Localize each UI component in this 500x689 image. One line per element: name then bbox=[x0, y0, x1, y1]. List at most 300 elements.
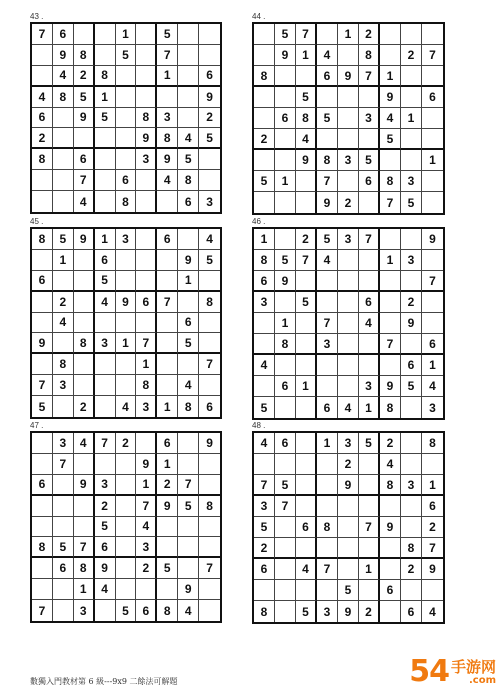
sudoku-cell: 1 bbox=[296, 376, 317, 397]
sudoku-cell bbox=[338, 292, 359, 313]
sudoku-cell: 8 bbox=[380, 397, 401, 418]
sudoku-cell bbox=[317, 271, 338, 292]
sudoku-cell: 4 bbox=[380, 454, 401, 475]
sudoku-cell bbox=[317, 475, 338, 496]
sudoku-cell bbox=[53, 579, 74, 600]
sudoku-cell: 2 bbox=[95, 496, 116, 517]
sudoku-cell: 7 bbox=[359, 66, 380, 87]
sudoku-cell bbox=[401, 454, 422, 475]
sudoku-cell: 6 bbox=[422, 87, 443, 108]
sudoku-cell: 9 bbox=[199, 87, 220, 108]
sudoku-cell: 8 bbox=[74, 333, 95, 354]
sudoku-cell bbox=[380, 538, 401, 559]
sudoku-cell: 7 bbox=[275, 496, 296, 517]
sudoku-cell: 9 bbox=[136, 454, 157, 475]
sudoku-cell bbox=[401, 229, 422, 250]
sudoku-cell: 5 bbox=[296, 601, 317, 622]
sudoku-cell: 5 bbox=[275, 24, 296, 45]
sudoku-cell bbox=[53, 333, 74, 354]
sudoku-cell bbox=[380, 601, 401, 622]
sudoku-cell bbox=[401, 496, 422, 517]
sudoku-cell bbox=[338, 538, 359, 559]
sudoku-cell: 7 bbox=[53, 454, 74, 475]
sudoku-cell: 3 bbox=[95, 475, 116, 496]
sudoku-cell bbox=[136, 250, 157, 271]
sudoku-cell: 8 bbox=[178, 396, 199, 417]
sudoku-cell bbox=[74, 250, 95, 271]
sudoku-cell bbox=[380, 24, 401, 45]
sudoku-cell bbox=[380, 559, 401, 580]
sudoku-cell: 1 bbox=[116, 333, 137, 354]
sudoku-cell: 7 bbox=[74, 537, 95, 558]
sudoku-cell: 5 bbox=[338, 580, 359, 601]
sudoku-cell bbox=[401, 24, 422, 45]
sudoku-cell: 6 bbox=[359, 292, 380, 313]
sudoku-cell: 3 bbox=[338, 229, 359, 250]
sudoku-cell: 7 bbox=[296, 24, 317, 45]
sudoku-cell bbox=[338, 517, 359, 538]
sudoku-cell bbox=[380, 45, 401, 66]
sudoku-cell bbox=[199, 579, 220, 600]
sudoku-cell: 4 bbox=[254, 355, 275, 376]
sudoku-cell bbox=[74, 354, 95, 375]
sudoku-cell bbox=[422, 171, 443, 192]
sudoku-cell bbox=[136, 191, 157, 212]
sudoku-cell: 2 bbox=[136, 558, 157, 579]
sudoku-cell: 7 bbox=[380, 334, 401, 355]
sudoku-cell: 4 bbox=[178, 128, 199, 149]
sudoku-cell: 6 bbox=[380, 580, 401, 601]
sudoku-cell: 3 bbox=[359, 108, 380, 129]
sudoku-cell bbox=[32, 292, 53, 313]
sudoku-cell bbox=[74, 128, 95, 149]
sudoku-cell bbox=[95, 128, 116, 149]
sudoku-cell: 8 bbox=[380, 171, 401, 192]
sudoku-cell: 5 bbox=[275, 250, 296, 271]
sudoku-cell bbox=[32, 496, 53, 517]
sudoku-cell bbox=[401, 150, 422, 171]
sudoku-cell bbox=[199, 475, 220, 496]
sudoku-cell bbox=[380, 271, 401, 292]
sudoku-cell bbox=[296, 397, 317, 418]
sudoku-cell: 8 bbox=[116, 191, 137, 212]
sudoku-cell bbox=[199, 45, 220, 66]
sudoku-cell bbox=[157, 354, 178, 375]
sudoku-cell bbox=[359, 580, 380, 601]
sudoku-grid bbox=[252, 227, 445, 420]
sudoku-cell: 5 bbox=[401, 376, 422, 397]
sudoku-cell bbox=[296, 271, 317, 292]
sudoku-cell: 3 bbox=[317, 334, 338, 355]
sudoku-cell bbox=[116, 108, 137, 129]
sudoku-cell: 2 bbox=[401, 45, 422, 66]
sudoku-cell bbox=[74, 271, 95, 292]
sudoku-cell: 6 bbox=[254, 559, 275, 580]
sudoku-cell: 8 bbox=[157, 128, 178, 149]
sudoku-cell: 4 bbox=[429, 604, 436, 619]
sudoku-cell: 9 bbox=[178, 579, 199, 600]
sudoku-cell bbox=[32, 579, 53, 600]
sudoku-cell: 8 bbox=[32, 537, 53, 558]
sudoku-cell bbox=[359, 538, 380, 559]
sudoku-cell bbox=[178, 45, 199, 66]
sudoku-cell bbox=[422, 313, 443, 334]
sudoku-cell bbox=[116, 517, 137, 538]
sudoku-cell bbox=[338, 376, 359, 397]
sudoku-cell: 6 bbox=[74, 149, 95, 170]
sudoku-cell: 1 bbox=[157, 66, 178, 87]
sudoku-cell bbox=[95, 313, 116, 334]
sudoku-cell: 5 bbox=[317, 229, 338, 250]
sudoku-cell bbox=[53, 600, 74, 621]
sudoku-cell: 1 bbox=[422, 475, 443, 496]
sudoku-cell bbox=[74, 375, 95, 396]
sudoku-cell bbox=[422, 192, 443, 213]
sudoku-cell bbox=[53, 517, 74, 538]
sudoku-cell: 5 bbox=[116, 600, 137, 621]
sudoku-cell: 1 bbox=[380, 250, 401, 271]
sudoku-cell bbox=[178, 24, 199, 45]
sudoku-cell bbox=[32, 191, 53, 212]
sudoku-cell: 4 bbox=[199, 229, 220, 250]
logo-mark: 手游网 bbox=[450, 658, 496, 676]
sudoku-cell: 8 bbox=[254, 601, 275, 622]
sudoku-cell: 5 bbox=[380, 129, 401, 150]
sudoku-cell: 5 bbox=[95, 517, 116, 538]
sudoku-cell: 8 bbox=[401, 538, 422, 559]
sudoku-cell: 7 bbox=[32, 24, 53, 45]
sudoku-cell: 1 bbox=[157, 454, 178, 475]
sudoku-cell bbox=[53, 108, 74, 129]
sudoku-cell: 1 bbox=[53, 250, 74, 271]
sudoku-cell: 6 bbox=[275, 108, 296, 129]
sudoku-cell bbox=[275, 150, 296, 171]
sudoku-cell bbox=[401, 334, 422, 355]
sudoku-cell: 8 bbox=[95, 66, 116, 87]
sudoku-cell: 3 bbox=[401, 171, 422, 192]
sudoku-cell: 3 bbox=[401, 475, 422, 496]
sudoku-cell bbox=[136, 66, 157, 87]
sudoku-cell: 9 bbox=[338, 475, 359, 496]
sudoku-cell: 6 bbox=[206, 399, 213, 414]
sudoku-cell: 4 bbox=[178, 600, 199, 621]
sudoku-cell bbox=[317, 538, 338, 559]
sudoku-cell: 3 bbox=[401, 250, 422, 271]
sudoku-cell: 3 bbox=[254, 496, 275, 517]
sudoku-cell bbox=[116, 579, 137, 600]
sudoku-cell bbox=[254, 454, 275, 475]
sudoku-cell bbox=[296, 580, 317, 601]
sudoku-cell bbox=[317, 129, 338, 150]
sudoku-cell: 1 bbox=[317, 433, 338, 454]
sudoku-cell bbox=[199, 24, 220, 45]
sudoku-cell: 7 bbox=[422, 271, 443, 292]
sudoku-cell: 4 bbox=[254, 433, 275, 454]
sudoku-cell: 8 bbox=[74, 558, 95, 579]
sudoku-cell: 7 bbox=[95, 433, 116, 454]
sudoku-cell: 4 bbox=[74, 191, 95, 212]
sudoku-cell bbox=[95, 375, 116, 396]
sudoku-cell: 6 bbox=[95, 537, 116, 558]
sudoku-cell bbox=[136, 24, 157, 45]
sudoku-cell: 8 bbox=[380, 475, 401, 496]
sudoku-cell: 8 bbox=[32, 229, 53, 250]
sudoku-cell: 8 bbox=[32, 149, 53, 170]
sudoku-cell: 6 bbox=[317, 397, 338, 418]
sudoku-cell bbox=[296, 433, 317, 454]
sudoku-cell bbox=[254, 192, 275, 213]
sudoku-cell: 8 bbox=[136, 375, 157, 396]
sudoku-cell bbox=[74, 517, 95, 538]
sudoku-cell: 2 bbox=[157, 475, 178, 496]
sudoku-cell: 6 bbox=[401, 601, 422, 622]
sudoku-cell bbox=[317, 292, 338, 313]
sudoku-cell bbox=[116, 250, 137, 271]
sudoku-cell bbox=[401, 66, 422, 87]
sudoku-cell bbox=[401, 397, 422, 418]
sudoku-cell bbox=[178, 108, 199, 129]
sudoku-cell bbox=[116, 558, 137, 579]
puzzle-number: 45 . bbox=[30, 217, 44, 226]
sudoku-cell bbox=[32, 313, 53, 334]
sudoku-cell: 1 bbox=[95, 229, 116, 250]
sudoku-cell bbox=[254, 45, 275, 66]
sudoku-cell: 9 bbox=[380, 517, 401, 538]
sudoku-cell: 8 bbox=[53, 354, 74, 375]
sudoku-cell: 7 bbox=[317, 171, 338, 192]
sudoku-cell bbox=[275, 292, 296, 313]
sudoku-cell: 1 bbox=[95, 87, 116, 108]
sudoku-cell: 7 bbox=[157, 292, 178, 313]
sudoku-cell bbox=[136, 433, 157, 454]
sudoku-cell bbox=[199, 271, 220, 292]
sudoku-cell bbox=[32, 250, 53, 271]
sudoku-cell: 9 bbox=[116, 292, 137, 313]
sudoku-cell bbox=[116, 537, 137, 558]
sudoku-cell: 6 bbox=[32, 475, 53, 496]
sudoku-cell: 1 bbox=[359, 397, 380, 418]
sudoku-cell: 9 bbox=[296, 150, 317, 171]
sudoku-cell: 8 bbox=[136, 108, 157, 129]
sudoku-cell: 9 bbox=[157, 149, 178, 170]
sudoku-cell: 8 bbox=[254, 66, 275, 87]
sudoku-cell: 7 bbox=[422, 45, 443, 66]
sudoku-cell: 5 bbox=[53, 229, 74, 250]
sudoku-cell bbox=[199, 375, 220, 396]
sudoku-cell: 3 bbox=[157, 108, 178, 129]
sudoku-cell bbox=[275, 517, 296, 538]
sudoku-cell bbox=[136, 45, 157, 66]
sudoku-cell: 5 bbox=[296, 87, 317, 108]
sudoku-cell bbox=[116, 128, 137, 149]
sudoku-cell bbox=[254, 108, 275, 129]
sudoku-cell: 5 bbox=[317, 108, 338, 129]
sudoku-cell bbox=[178, 517, 199, 538]
sudoku-cell bbox=[317, 376, 338, 397]
sudoku-cell: 2 bbox=[199, 108, 220, 129]
sudoku-cell bbox=[317, 580, 338, 601]
sudoku-cell bbox=[178, 537, 199, 558]
sudoku-cell: 9 bbox=[338, 66, 359, 87]
sudoku-cell bbox=[401, 87, 422, 108]
sudoku-cell: 4 bbox=[380, 108, 401, 129]
sudoku-cell: 2 bbox=[32, 128, 53, 149]
sudoku-cell bbox=[359, 87, 380, 108]
sudoku-cell bbox=[178, 558, 199, 579]
sudoku-cell bbox=[178, 292, 199, 313]
sudoku-cell bbox=[116, 454, 137, 475]
sudoku-cell bbox=[359, 129, 380, 150]
sudoku-cell bbox=[74, 454, 95, 475]
sudoku-cell: 4 bbox=[95, 579, 116, 600]
sudoku-cell: 8 bbox=[53, 87, 74, 108]
sudoku-cell: 1 bbox=[401, 108, 422, 129]
sudoku-cell: 9 bbox=[401, 313, 422, 334]
sudoku-cell: 3 bbox=[254, 292, 275, 313]
sudoku-grid bbox=[30, 22, 222, 214]
sudoku-cell: 2 bbox=[401, 292, 422, 313]
sudoku-cell: 5 bbox=[157, 558, 178, 579]
sudoku-cell bbox=[254, 150, 275, 171]
sudoku-cell bbox=[95, 191, 116, 212]
sudoku-cell bbox=[254, 376, 275, 397]
sudoku-cell bbox=[380, 292, 401, 313]
sudoku-cell: 3 bbox=[53, 375, 74, 396]
sudoku-cell: 6 bbox=[116, 170, 137, 191]
footer-caption: 數獨入門教材第 6 級---9x9 二餘法可解題 bbox=[30, 677, 178, 686]
sudoku-cell: 1 bbox=[116, 24, 137, 45]
sudoku-cell: 9 bbox=[338, 601, 359, 622]
sudoku-cell: 3 bbox=[429, 400, 436, 415]
sudoku-cell bbox=[32, 558, 53, 579]
sudoku-cell: 1 bbox=[157, 396, 178, 417]
sudoku-cell bbox=[275, 580, 296, 601]
sudoku-cell: 8 bbox=[296, 108, 317, 129]
sudoku-cell: 6 bbox=[32, 108, 53, 129]
sudoku-cell bbox=[74, 24, 95, 45]
sudoku-cell: 9 bbox=[136, 128, 157, 149]
sudoku-cell bbox=[317, 355, 338, 376]
sudoku-cell: 1 bbox=[254, 229, 275, 250]
sudoku-cell bbox=[254, 24, 275, 45]
sudoku-cell bbox=[53, 271, 74, 292]
sudoku-cell bbox=[359, 454, 380, 475]
sudoku-cell: 2 bbox=[338, 192, 359, 213]
sudoku-cell: 7 bbox=[32, 600, 53, 621]
sudoku-cell: 2 bbox=[53, 292, 74, 313]
sudoku-cell: 6 bbox=[136, 292, 157, 313]
sudoku-cell bbox=[380, 496, 401, 517]
sudoku-cell: 1 bbox=[136, 354, 157, 375]
sudoku-cell bbox=[116, 271, 137, 292]
puzzle-number: 48 . bbox=[252, 421, 266, 430]
sudoku-cell bbox=[136, 170, 157, 191]
sudoku-cell bbox=[359, 271, 380, 292]
sudoku-cell bbox=[254, 87, 275, 108]
sudoku-cell: 4 bbox=[317, 45, 338, 66]
sudoku-cell bbox=[157, 313, 178, 334]
sudoku-cell bbox=[359, 334, 380, 355]
sudoku-cell: 5 bbox=[401, 192, 422, 213]
sudoku-cell: 7 bbox=[136, 496, 157, 517]
sudoku-cell: 1 bbox=[178, 271, 199, 292]
sudoku-cell: 8 bbox=[74, 45, 95, 66]
sudoku-cell: 6 bbox=[157, 433, 178, 454]
sudoku-cell: 7 bbox=[74, 170, 95, 191]
sudoku-grid bbox=[30, 431, 222, 623]
sudoku-cell: 2 bbox=[116, 433, 137, 454]
sudoku-cell: 9 bbox=[380, 87, 401, 108]
puzzle-number: 46 . bbox=[252, 217, 266, 226]
sudoku-cell: 8 bbox=[157, 600, 178, 621]
sudoku-cell: 5 bbox=[199, 250, 220, 271]
sudoku-cell bbox=[338, 271, 359, 292]
sudoku-cell bbox=[53, 191, 74, 212]
sudoku-cell: 9 bbox=[95, 558, 116, 579]
sudoku-cell: 7 bbox=[296, 250, 317, 271]
sudoku-cell bbox=[32, 354, 53, 375]
sudoku-cell: 4 bbox=[116, 396, 137, 417]
sudoku-cell bbox=[116, 66, 137, 87]
sudoku-cell bbox=[116, 354, 137, 375]
sudoku-cell bbox=[401, 433, 422, 454]
sudoku-cell: 1 bbox=[338, 24, 359, 45]
sudoku-cell: 1 bbox=[422, 355, 443, 376]
sudoku-cell bbox=[74, 292, 95, 313]
sudoku-cell: 4 bbox=[157, 170, 178, 191]
sudoku-cell bbox=[136, 87, 157, 108]
sudoku-cell bbox=[53, 149, 74, 170]
sudoku-cell: 5 bbox=[178, 149, 199, 170]
sudoku-cell: 7 bbox=[359, 229, 380, 250]
sudoku-cell: 8 bbox=[178, 170, 199, 191]
sudoku-cell bbox=[199, 454, 220, 475]
sudoku-cell bbox=[296, 355, 317, 376]
sudoku-cell bbox=[157, 333, 178, 354]
sudoku-cell: 6 bbox=[136, 600, 157, 621]
sudoku-cell: 3 bbox=[136, 149, 157, 170]
sudoku-cell bbox=[136, 313, 157, 334]
sudoku-cell: 5 bbox=[95, 271, 116, 292]
sudoku-cell: 5 bbox=[178, 496, 199, 517]
sudoku-cell bbox=[275, 192, 296, 213]
sudoku-cell bbox=[116, 87, 137, 108]
sudoku-cell bbox=[53, 128, 74, 149]
sudoku-cell: 9 bbox=[317, 192, 338, 213]
sudoku-cell: 5 bbox=[254, 397, 275, 418]
sudoku-cell bbox=[422, 250, 443, 271]
sudoku-cell bbox=[296, 475, 317, 496]
sudoku-cell bbox=[359, 355, 380, 376]
sudoku-cell bbox=[32, 66, 53, 87]
sudoku-cell bbox=[296, 66, 317, 87]
sudoku-cell: 6 bbox=[275, 433, 296, 454]
sudoku-cell: 9 bbox=[275, 271, 296, 292]
sudoku-cell bbox=[296, 192, 317, 213]
sudoku-cell: 4 bbox=[422, 376, 443, 397]
sudoku-cell: 3 bbox=[206, 194, 213, 209]
sudoku-cell bbox=[296, 313, 317, 334]
sudoku-cell: 9 bbox=[422, 559, 443, 580]
sudoku-cell: 6 bbox=[422, 496, 443, 517]
sudoku-cell bbox=[338, 334, 359, 355]
sudoku-cell bbox=[136, 579, 157, 600]
sudoku-grid bbox=[252, 22, 445, 215]
sudoku-cell bbox=[275, 129, 296, 150]
sudoku-cell bbox=[95, 170, 116, 191]
sudoku-cell: 1 bbox=[359, 559, 380, 580]
sudoku-cell: 7 bbox=[199, 354, 220, 375]
